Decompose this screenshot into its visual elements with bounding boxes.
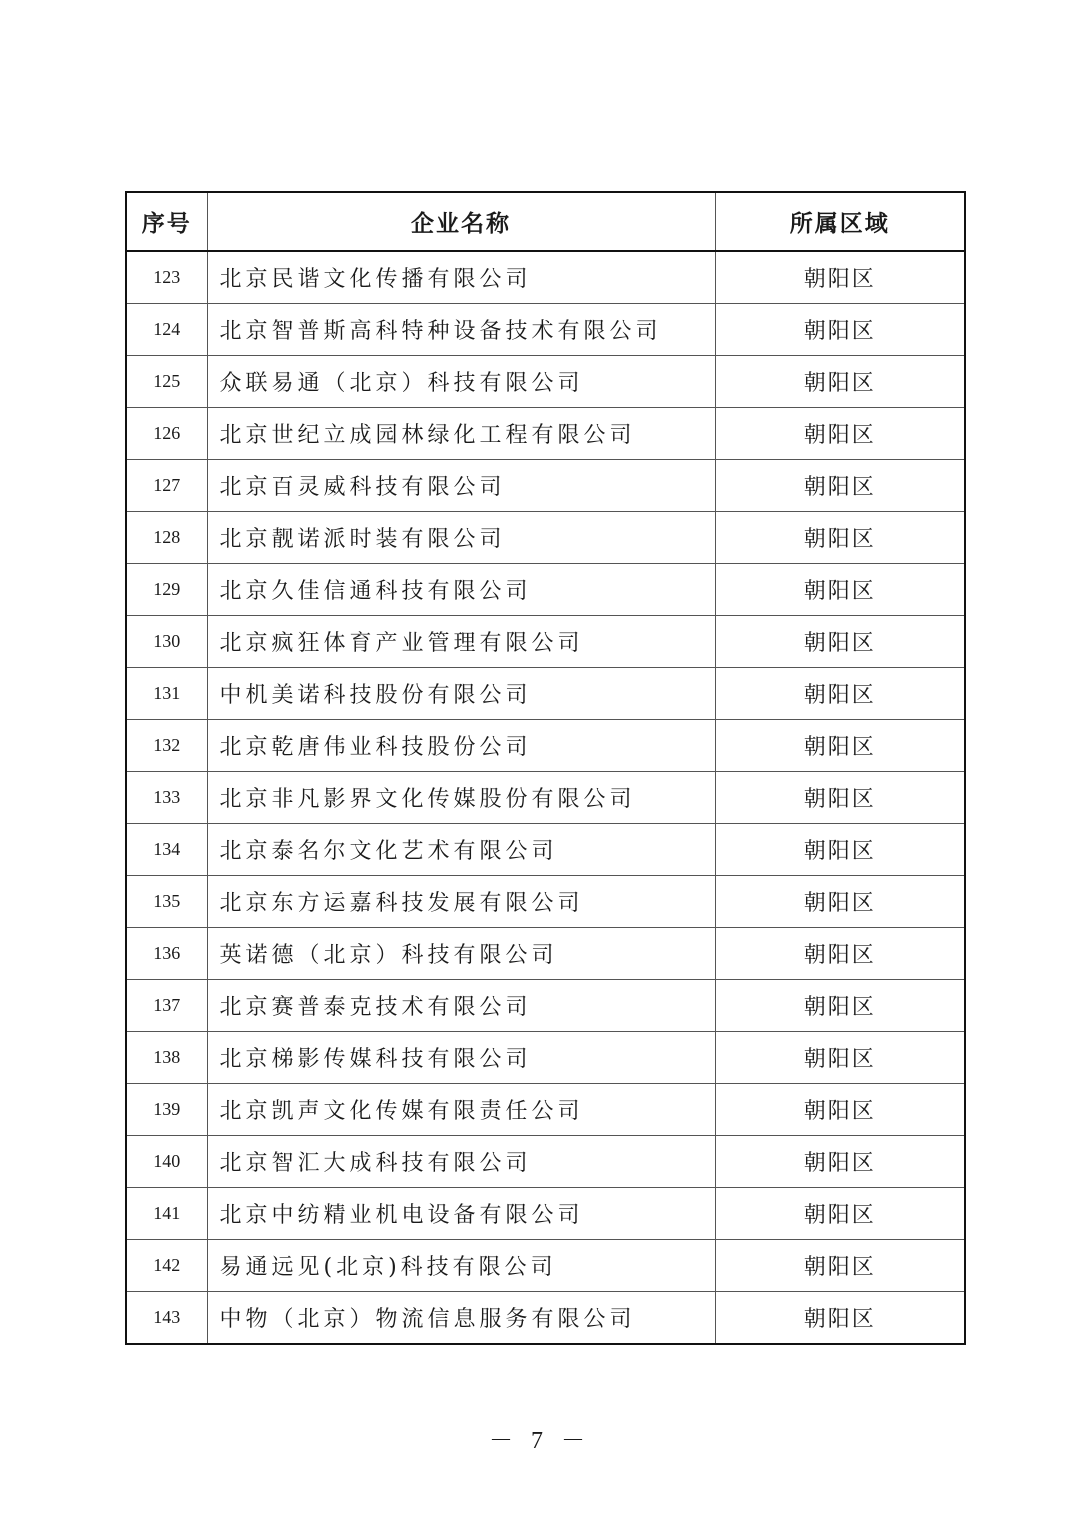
serial-number-cell: 126 (126, 408, 207, 460)
district-cell: 朝阳区 (715, 876, 965, 928)
district-cell: 朝阳区 (715, 1188, 965, 1240)
serial-number-cell: 139 (126, 1084, 207, 1136)
company-name-cell: 北京智普斯高科特种设备技术有限公司 (207, 304, 715, 356)
company-name-cell: 中机美诺科技股份有限公司 (207, 668, 715, 720)
table-row (126, 251, 965, 304)
header-district: 所属区域 (715, 192, 965, 251)
district-cell: 朝阳区 (715, 928, 965, 980)
table-header (126, 192, 965, 251)
district-cell: 朝阳区 (715, 460, 965, 512)
serial-number-cell: 134 (126, 824, 207, 876)
serial-number-cell: 143 (126, 1292, 207, 1345)
table-row (126, 408, 965, 460)
table-body (126, 251, 965, 1344)
serial-number-cell: 137 (126, 980, 207, 1032)
serial-number-cell: 140 (126, 1136, 207, 1188)
table-row (126, 1136, 965, 1188)
company-name-cell: 北京乾唐伟业科技股份公司 (207, 720, 715, 772)
district-cell: 朝阳区 (715, 304, 965, 356)
serial-number-cell: 127 (126, 460, 207, 512)
district-cell: 朝阳区 (715, 1292, 965, 1345)
company-name-cell: 北京赛普泰克技术有限公司 (207, 980, 715, 1032)
company-name-cell: 北京民谐文化传播有限公司 (207, 251, 715, 304)
company-name-cell: 北京中纺精业机电设备有限公司 (207, 1188, 715, 1240)
serial-number-cell: 124 (126, 304, 207, 356)
header-row (126, 192, 965, 251)
district-cell: 朝阳区 (715, 1240, 965, 1292)
district-cell: 朝阳区 (715, 512, 965, 564)
table-row (126, 1032, 965, 1084)
table-row (126, 1188, 965, 1240)
company-name-cell: 北京疯狂体育产业管理有限公司 (207, 616, 715, 668)
table-row (126, 1084, 965, 1136)
table-row (126, 616, 965, 668)
district-cell: 朝阳区 (715, 1084, 965, 1136)
table-row (126, 980, 965, 1032)
company-name-cell: 北京靓诺派时装有限公司 (207, 512, 715, 564)
serial-number-cell: 131 (126, 668, 207, 720)
district-cell: 朝阳区 (715, 668, 965, 720)
company-name-cell: 北京久佳信通科技有限公司 (207, 564, 715, 616)
serial-number-cell: 125 (126, 356, 207, 408)
district-cell: 朝阳区 (715, 564, 965, 616)
district-cell: 朝阳区 (715, 356, 965, 408)
company-name-cell: 英诺德（北京）科技有限公司 (207, 928, 715, 980)
serial-number-cell: 129 (126, 564, 207, 616)
district-cell: 朝阳区 (715, 720, 965, 772)
district-cell: 朝阳区 (715, 772, 965, 824)
table-row (126, 668, 965, 720)
table-row (126, 564, 965, 616)
district-cell: 朝阳区 (715, 616, 965, 668)
company-name-cell: 北京梯影传媒科技有限公司 (207, 1032, 715, 1084)
serial-number-cell: 135 (126, 876, 207, 928)
district-cell: 朝阳区 (715, 1032, 965, 1084)
serial-number-cell: 136 (126, 928, 207, 980)
district-cell: 朝阳区 (715, 824, 965, 876)
table-row (126, 512, 965, 564)
header-company-name: 企业名称 (207, 192, 715, 251)
enterprise-table (125, 191, 966, 1345)
table-row (126, 304, 965, 356)
table-row (126, 1240, 965, 1292)
table-row (126, 460, 965, 512)
company-name-cell: 北京泰名尔文化艺术有限公司 (207, 824, 715, 876)
serial-number-cell: 128 (126, 512, 207, 564)
serial-number-cell: 130 (126, 616, 207, 668)
header-serial-number: 序号 (126, 192, 207, 251)
serial-number-cell: 133 (126, 772, 207, 824)
table-row (126, 772, 965, 824)
district-cell: 朝阳区 (715, 408, 965, 460)
serial-number-cell: 123 (126, 251, 207, 304)
company-name-cell: 北京凯声文化传媒有限责任公司 (207, 1084, 715, 1136)
serial-number-cell: 142 (126, 1240, 207, 1292)
table-row (126, 356, 965, 408)
page-number: － 7 － (489, 1428, 591, 1454)
table-row (126, 1292, 965, 1345)
company-name-cell: 北京智汇大成科技有限公司 (207, 1136, 715, 1188)
district-cell: 朝阳区 (715, 980, 965, 1032)
company-name-cell: 众联易通（北京）科技有限公司 (207, 356, 715, 408)
table-row (126, 720, 965, 772)
company-name-cell: 北京非凡影界文化传媒股份有限公司 (207, 772, 715, 824)
company-name-cell: 北京东方运嘉科技发展有限公司 (207, 876, 715, 928)
table-row (126, 928, 965, 980)
district-cell: 朝阳区 (715, 1136, 965, 1188)
table-row (126, 876, 965, 928)
company-name-cell: 易通远见(北京)科技有限公司 (207, 1240, 715, 1292)
serial-number-cell: 141 (126, 1188, 207, 1240)
serial-number-cell: 132 (126, 720, 207, 772)
company-name-cell: 北京百灵威科技有限公司 (207, 460, 715, 512)
company-name-cell: 中物（北京）物流信息服务有限公司 (207, 1292, 715, 1345)
serial-number-cell: 138 (126, 1032, 207, 1084)
company-name-cell: 北京世纪立成园林绿化工程有限公司 (207, 408, 715, 460)
district-cell: 朝阳区 (715, 251, 965, 304)
table-row (126, 824, 965, 876)
